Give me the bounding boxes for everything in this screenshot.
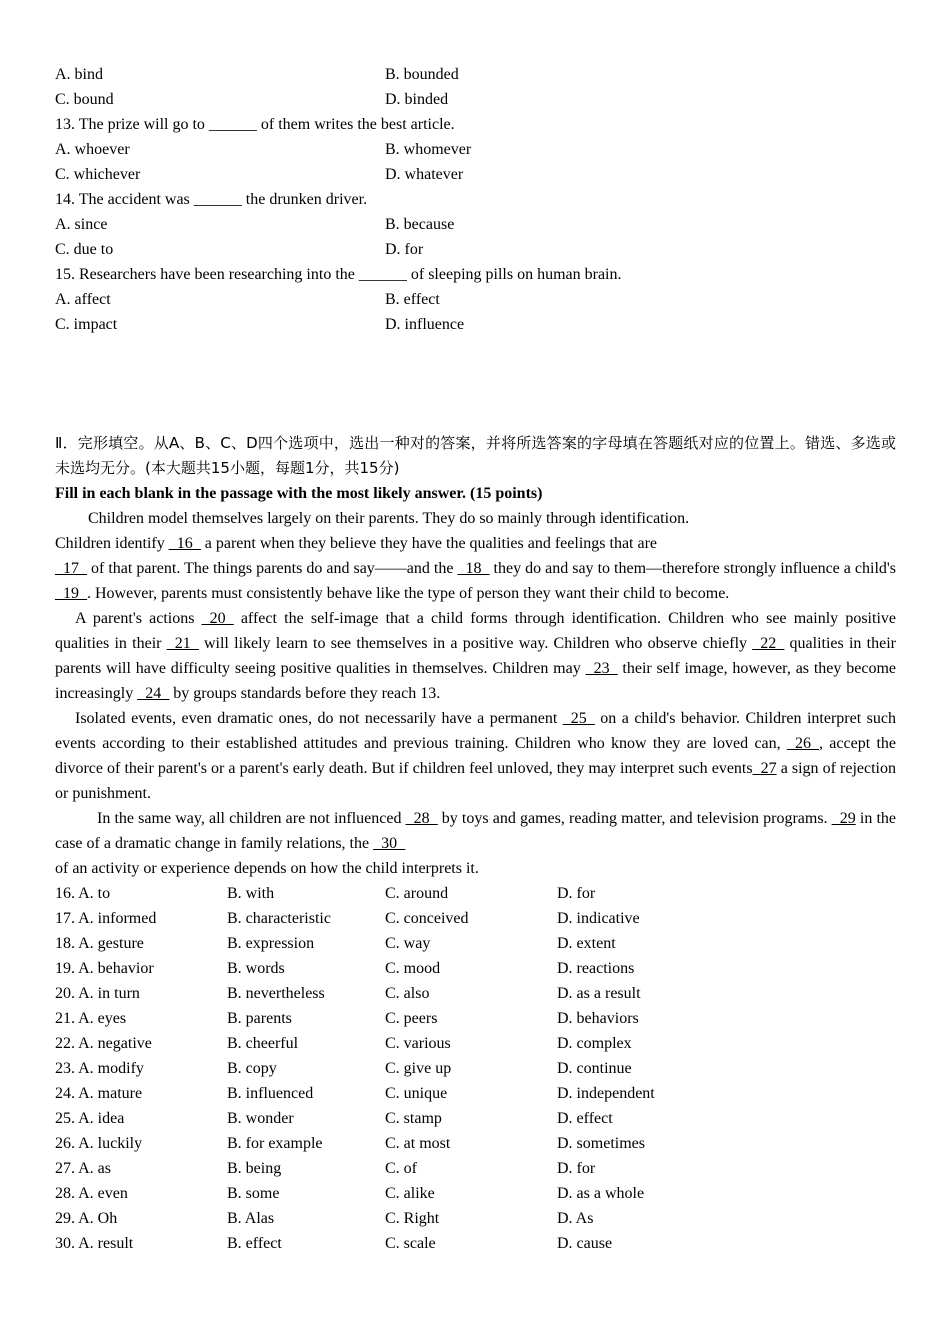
q12-options-row-2 xyxy=(55,87,896,112)
option-b: B. wonder xyxy=(227,1110,294,1127)
q14-option-b: B. because xyxy=(385,216,455,233)
section2-heading-en: Fill in each blank in the passage with the most likely answer. (15 points) xyxy=(55,485,543,502)
option-b: B. nevertheless xyxy=(227,985,325,1002)
q13-options-row-1 xyxy=(55,137,896,162)
passage-text: by groups standards before they reach 13. xyxy=(169,685,441,702)
option-c: C. at most xyxy=(385,1135,451,1152)
q13-option-c: C. whichever xyxy=(55,166,141,183)
cloze-option-row xyxy=(55,1056,896,1081)
option-c: C. alike xyxy=(385,1185,435,1202)
blank-16: _16_ xyxy=(168,535,201,552)
blank-29: _29 xyxy=(831,810,856,827)
q14-option-d: D. for xyxy=(385,241,424,258)
option-a: 26. A. luckily xyxy=(55,1135,143,1152)
option-b: B. copy xyxy=(227,1060,277,1077)
option-a: 18. A. gesture xyxy=(55,935,144,952)
passage-text: on a child's behavior. Children interpret such events according to their established attitudes and previous training. Children who know they are loved can, xyxy=(55,710,897,752)
option-a: 28. A. even xyxy=(55,1185,128,1202)
passage-text: affect the self-image that a child forms through identification. Children who see mainly positive qualities in their xyxy=(55,610,896,652)
option-c: C. stamp xyxy=(385,1110,442,1127)
option-d: D. behaviors xyxy=(557,1010,639,1027)
blank-27: _27 xyxy=(752,760,777,777)
q12-option-d: D. binded xyxy=(385,91,449,108)
section-gap xyxy=(55,337,896,431)
passage-text: by toys and games, reading matter, and television programs. xyxy=(437,810,832,827)
cloze-option-row xyxy=(55,906,896,931)
option-d: D. independent xyxy=(557,1085,655,1102)
option-c: C. way xyxy=(385,935,431,952)
option-d: D. cause xyxy=(557,1235,613,1252)
cloze-option-row xyxy=(55,1131,896,1156)
cloze-option-row xyxy=(55,1231,896,1256)
option-d: D. for xyxy=(557,885,596,902)
passage-text: of that parent. The things parents do and say——and the xyxy=(87,560,458,577)
q12-option-b: B. bounded xyxy=(385,66,459,83)
option-a: 17. A. informed xyxy=(55,910,157,927)
option-a: 27. A. as xyxy=(55,1160,111,1177)
option-d: D. reactions xyxy=(557,960,635,977)
q14-options-row-2 xyxy=(55,237,896,262)
q13-option-d: D. whatever xyxy=(385,166,464,183)
blank-25: _25_ xyxy=(562,710,595,727)
option-b: B. some xyxy=(227,1185,280,1202)
option-b: B. expression xyxy=(227,935,315,952)
option-d: D. as a whole xyxy=(557,1185,645,1202)
passage-text: In the same way, all children are not influenced xyxy=(97,810,406,827)
passage-text: . However, parents must consistently behave like the type of person they want their child to become. xyxy=(87,585,730,602)
option-b: B. influenced xyxy=(227,1085,314,1102)
q15-options-row-2 xyxy=(55,312,896,337)
cloze-option-row xyxy=(55,1206,896,1231)
option-a: 19. A. behavior xyxy=(55,960,154,977)
option-b: B. for example xyxy=(227,1135,323,1152)
q12-option-a: A. bind xyxy=(55,66,103,83)
option-a: 22. A. negative xyxy=(55,1035,152,1052)
option-d: D. complex xyxy=(557,1035,632,1052)
blank-26: _26_ xyxy=(786,735,819,752)
q15-option-b: B. effect xyxy=(385,291,440,308)
option-d: D. effect xyxy=(557,1110,613,1127)
option-d: D. continue xyxy=(557,1060,632,1077)
option-a: 30. A. result xyxy=(55,1235,134,1252)
blank-17: _17_ xyxy=(55,560,87,577)
option-b: B. characteristic xyxy=(227,910,331,927)
option-b: B. cheerful xyxy=(227,1035,299,1052)
option-c: C. conceived xyxy=(385,910,469,927)
option-d: D. extent xyxy=(557,935,616,952)
option-d: D. indicative xyxy=(557,910,640,927)
cloze-option-row xyxy=(55,1031,896,1056)
passage-p1-line2 xyxy=(55,531,896,556)
option-a: 20. A. in turn xyxy=(55,985,140,1002)
option-c: C. of xyxy=(385,1160,417,1177)
q13-stem: 13. The prize will go to ______ of them writes the best article. xyxy=(55,116,455,133)
option-a: 24. A. mature xyxy=(55,1085,143,1102)
q13-option-a: A. whoever xyxy=(55,141,130,158)
option-b: B. Alas xyxy=(227,1210,275,1227)
passage-text: their self image, however, as they become increasingly xyxy=(55,660,896,702)
passage-p4-last-line: of an activity or experience depends on how the child interprets it. xyxy=(55,860,479,877)
cloze-option-row xyxy=(55,981,896,1006)
blank-22: _22_ xyxy=(752,635,785,652)
option-d: D. for xyxy=(557,1160,596,1177)
blank-23: _23_ xyxy=(585,660,618,677)
blank-18: _18_ xyxy=(457,560,490,577)
q12-options-row-1 xyxy=(55,62,896,87)
option-c: C. mood xyxy=(385,960,441,977)
q14-option-a: A. since xyxy=(55,216,108,233)
blank-19: _19_ xyxy=(55,585,87,602)
option-a: 29. A. Oh xyxy=(55,1210,118,1227)
cloze-option-row xyxy=(55,1156,896,1181)
option-c: C. around xyxy=(385,885,449,902)
cloze-option-row xyxy=(55,1006,896,1031)
option-c: C. also xyxy=(385,985,430,1002)
passage-text: a sign of rejection or punishment. xyxy=(55,760,896,802)
q13-option-b: B. whomever xyxy=(385,141,472,158)
cloze-option-row xyxy=(55,1106,896,1131)
option-c: C. scale xyxy=(385,1235,436,1252)
option-c: C. various xyxy=(385,1035,451,1052)
q15-option-c: C. impact xyxy=(55,316,118,333)
option-a: 21. A. eyes xyxy=(55,1010,127,1027)
blank-28: _28_ xyxy=(405,810,438,827)
option-d: D. sometimes xyxy=(557,1135,645,1152)
option-c: C. unique xyxy=(385,1085,448,1102)
q13-options-row-2 xyxy=(55,162,896,187)
option-b: B. parents xyxy=(227,1010,292,1027)
passage-text: a parent when they believe they have the qualities and feelings that are xyxy=(200,535,658,552)
cloze-options-list xyxy=(55,881,896,1256)
passage-text: will likely learn to see themselves in a positive way. Children who observe chiefly xyxy=(198,635,753,652)
q15-option-a: A. affect xyxy=(55,291,111,308)
passage-text: Isolated events, even dramatic ones, do not necessarily have a permanent xyxy=(75,710,563,727)
option-a: 25. A. idea xyxy=(55,1110,125,1127)
cloze-option-row xyxy=(55,931,896,956)
cloze-option-row xyxy=(55,1181,896,1206)
blank-24: _24_ xyxy=(137,685,170,702)
passage-p2 xyxy=(55,606,896,706)
option-b: B. words xyxy=(227,960,285,977)
option-b: B. with xyxy=(227,885,275,902)
cloze-option-row xyxy=(55,881,896,906)
section2-heading-zh: Ⅱ．完形填空。从A、B、C、D四个选项中，选出一种对的答案，并将所选答案的字母填在答题纸对应的位置上。错选、多选或未选均无分。(本大题共15小题，每题1分，共15分) xyxy=(55,434,896,477)
q15-options-row-1 xyxy=(55,287,896,312)
passage-text: in the case of a dramatic change in family relations, the xyxy=(55,810,897,852)
option-c: C. peers xyxy=(385,1010,438,1027)
blank-30: _30_ xyxy=(373,835,406,852)
passage-text: qualities in their parents will have difficulty seeing positive qualities in themselves. Children may xyxy=(55,635,897,677)
cloze-option-row xyxy=(55,1081,896,1106)
passage-p3 xyxy=(55,706,896,806)
passage-p1-rest xyxy=(55,556,896,606)
option-a: 23. A. modify xyxy=(55,1060,144,1077)
q14-options-row-1 xyxy=(55,212,896,237)
passage-text: they do and say to them—therefore strongly influence a child's xyxy=(489,560,897,577)
passage-text: A parent's actions xyxy=(75,610,202,627)
cloze-option-row xyxy=(55,956,896,981)
option-c: C. Right xyxy=(385,1210,440,1227)
option-b: B. effect xyxy=(227,1235,282,1252)
blank-20: _20_ xyxy=(201,610,234,627)
q12-option-c: C. bound xyxy=(55,91,114,108)
q15-option-d: D. influence xyxy=(385,316,465,333)
exam-page xyxy=(55,62,896,1256)
passage-p4 xyxy=(55,806,896,856)
passage-text: , accept the divorce of their parent's or a parent's early death. But if children feel unloved, they may interpret such events xyxy=(55,735,896,777)
option-b: B. being xyxy=(227,1160,282,1177)
option-d: D. as a result xyxy=(557,985,641,1002)
q14-option-c: C. due to xyxy=(55,241,114,258)
passage-text: Children identify xyxy=(55,535,169,552)
passage-p1-line1: Children model themselves largely on their parents. They do so mainly through identification. xyxy=(88,510,690,527)
option-c: C. give up xyxy=(385,1060,452,1077)
blank-21: _21_ xyxy=(166,635,199,652)
option-d: D. As xyxy=(557,1210,594,1227)
option-a: 16. A. to xyxy=(55,885,111,902)
q14-stem: 14. The accident was ______ the drunken driver. xyxy=(55,191,368,208)
q15-stem: 15. Researchers have been researching into the ______ of sleeping pills on human brain. xyxy=(55,266,622,283)
